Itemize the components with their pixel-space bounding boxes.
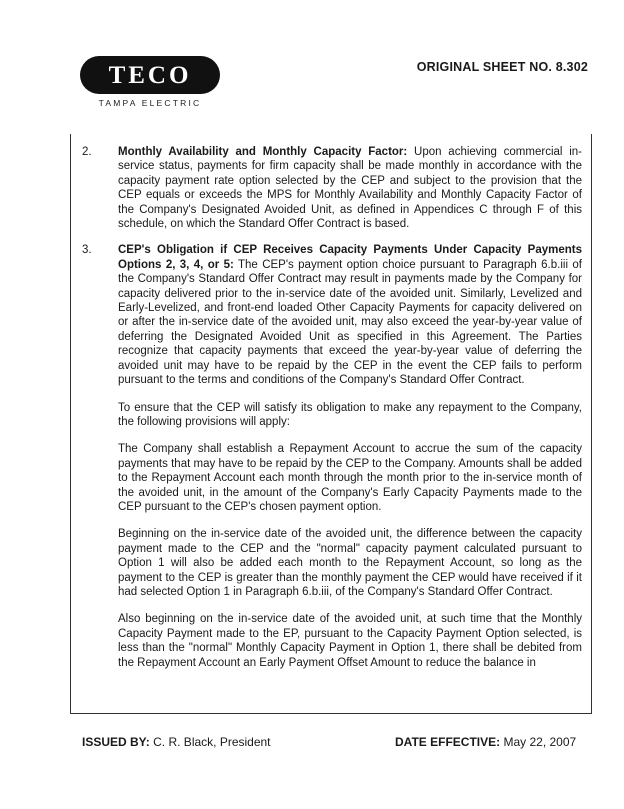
issued-by-value: C. R. Black, President	[153, 735, 271, 749]
section-2	[82, 145, 582, 231]
section-paragraph: Also beginning on the in-service date of the avoided unit, at such time that the Monthly Capacity Payment made to the EP, pursuant to the Capacity Payment Option selected, is less than the "normal" Monthly Capacity Payment in Option 1, there shall be debited from the Repayment Account an Early Payment Offset Amount to reduce the balance in	[118, 613, 582, 669]
date-effective-value: May 22, 2007	[503, 735, 577, 749]
issued-by	[82, 735, 271, 749]
section-paragraph: Beginning on the in-service date of the avoided unit, the difference between the capacity payment made to the CEP and the "normal" capacity payment calculated pursuant to Option 1 will also be added each month to the Repayment Account, so long as the payment to the CEP is greater than the monthly payment the CEP would have received if it had selected Option 1 in Paragraph 6.b.iii, of the Company's Standard Offer Contract.	[118, 528, 582, 598]
section-number: 2.	[82, 146, 92, 158]
sheet-number: ORIGINAL SHEET NO. 8.302	[416, 60, 588, 74]
section-3	[82, 243, 582, 670]
section-paragraph: To ensure that the CEP will satisfy its obligation to make any repayment to the Company, the following provisions will apply:	[118, 401, 582, 428]
section-number: 3.	[82, 244, 92, 257]
section-paragraph: The Company shall establish a Repayment Account to accrue the sum of the capacity payments that may have to be repaid by the CEP to the Company. Amounts shall be added to the Repayment Account each month through the month prior to the in-service month of the avoided unit, in the amount of the Company's Early Capacity Payments made to the CEP pursuant to the CEP's chosen payment option.	[118, 443, 582, 513]
logo-subtitle: TAMPA ELECTRIC	[98, 98, 202, 108]
section-heading: Monthly Availability and Monthly Capacity Factor:	[118, 146, 408, 158]
section-paragraph: Monthly Availability and Monthly Capacity Factor: Upon achieving commercial in-service status, payments for firm capacity shall be made monthly in accordance with the capacity payment rate option selected by the CEP and subject to the provision that the CEP equals or exceeds the MPS for Monthly Availability and Monthly Capacity Factor of the Company's Designated Avoided Unit, as defined in Appendices C through F of this schedule, on which the Standard Offer Contract is based.	[118, 146, 582, 231]
document-body	[82, 145, 582, 682]
company-logo	[80, 56, 220, 108]
date-effective	[395, 735, 576, 749]
logo-badge	[80, 56, 220, 94]
section-heading: CEP's Obligation if CEP Receives Capacity Payments Under Capacity Payments Options 2, 3, 4, or 5:	[118, 244, 582, 271]
logo-wordmark: TECO	[108, 62, 192, 89]
section-paragraph: CEP's Obligation if CEP Receives Capacity Payments Under Capacity Payments Options 2, 3, 4, or 5: The CEP's payment option choice pursuant to Paragraph 6.b.iii of the Company's Standard Offer Contract may result in payments made by the Company for capacity delivered prior to the in-service date of the avoided unit. Similarly, Levelized and Early-Levelized, and front-end loaded Other Capacity Payments for capacity delivered on or after the in-service date of the avoided unit, may also exceed the year-by-year value of deferring the Designated Avoided Unit as specified in this Agreement. The Parties recognize that capacity payments that exceed the year-by-year value of deferring the avoided unit may have to be repaid by the CEP in the event the CEP fails to perform pursuant to the terms and conditions of the Company's Standard Offer Contract.	[118, 244, 582, 387]
issued-by-label: ISSUED BY:	[82, 735, 150, 749]
date-effective-label: DATE EFFECTIVE:	[395, 735, 501, 749]
